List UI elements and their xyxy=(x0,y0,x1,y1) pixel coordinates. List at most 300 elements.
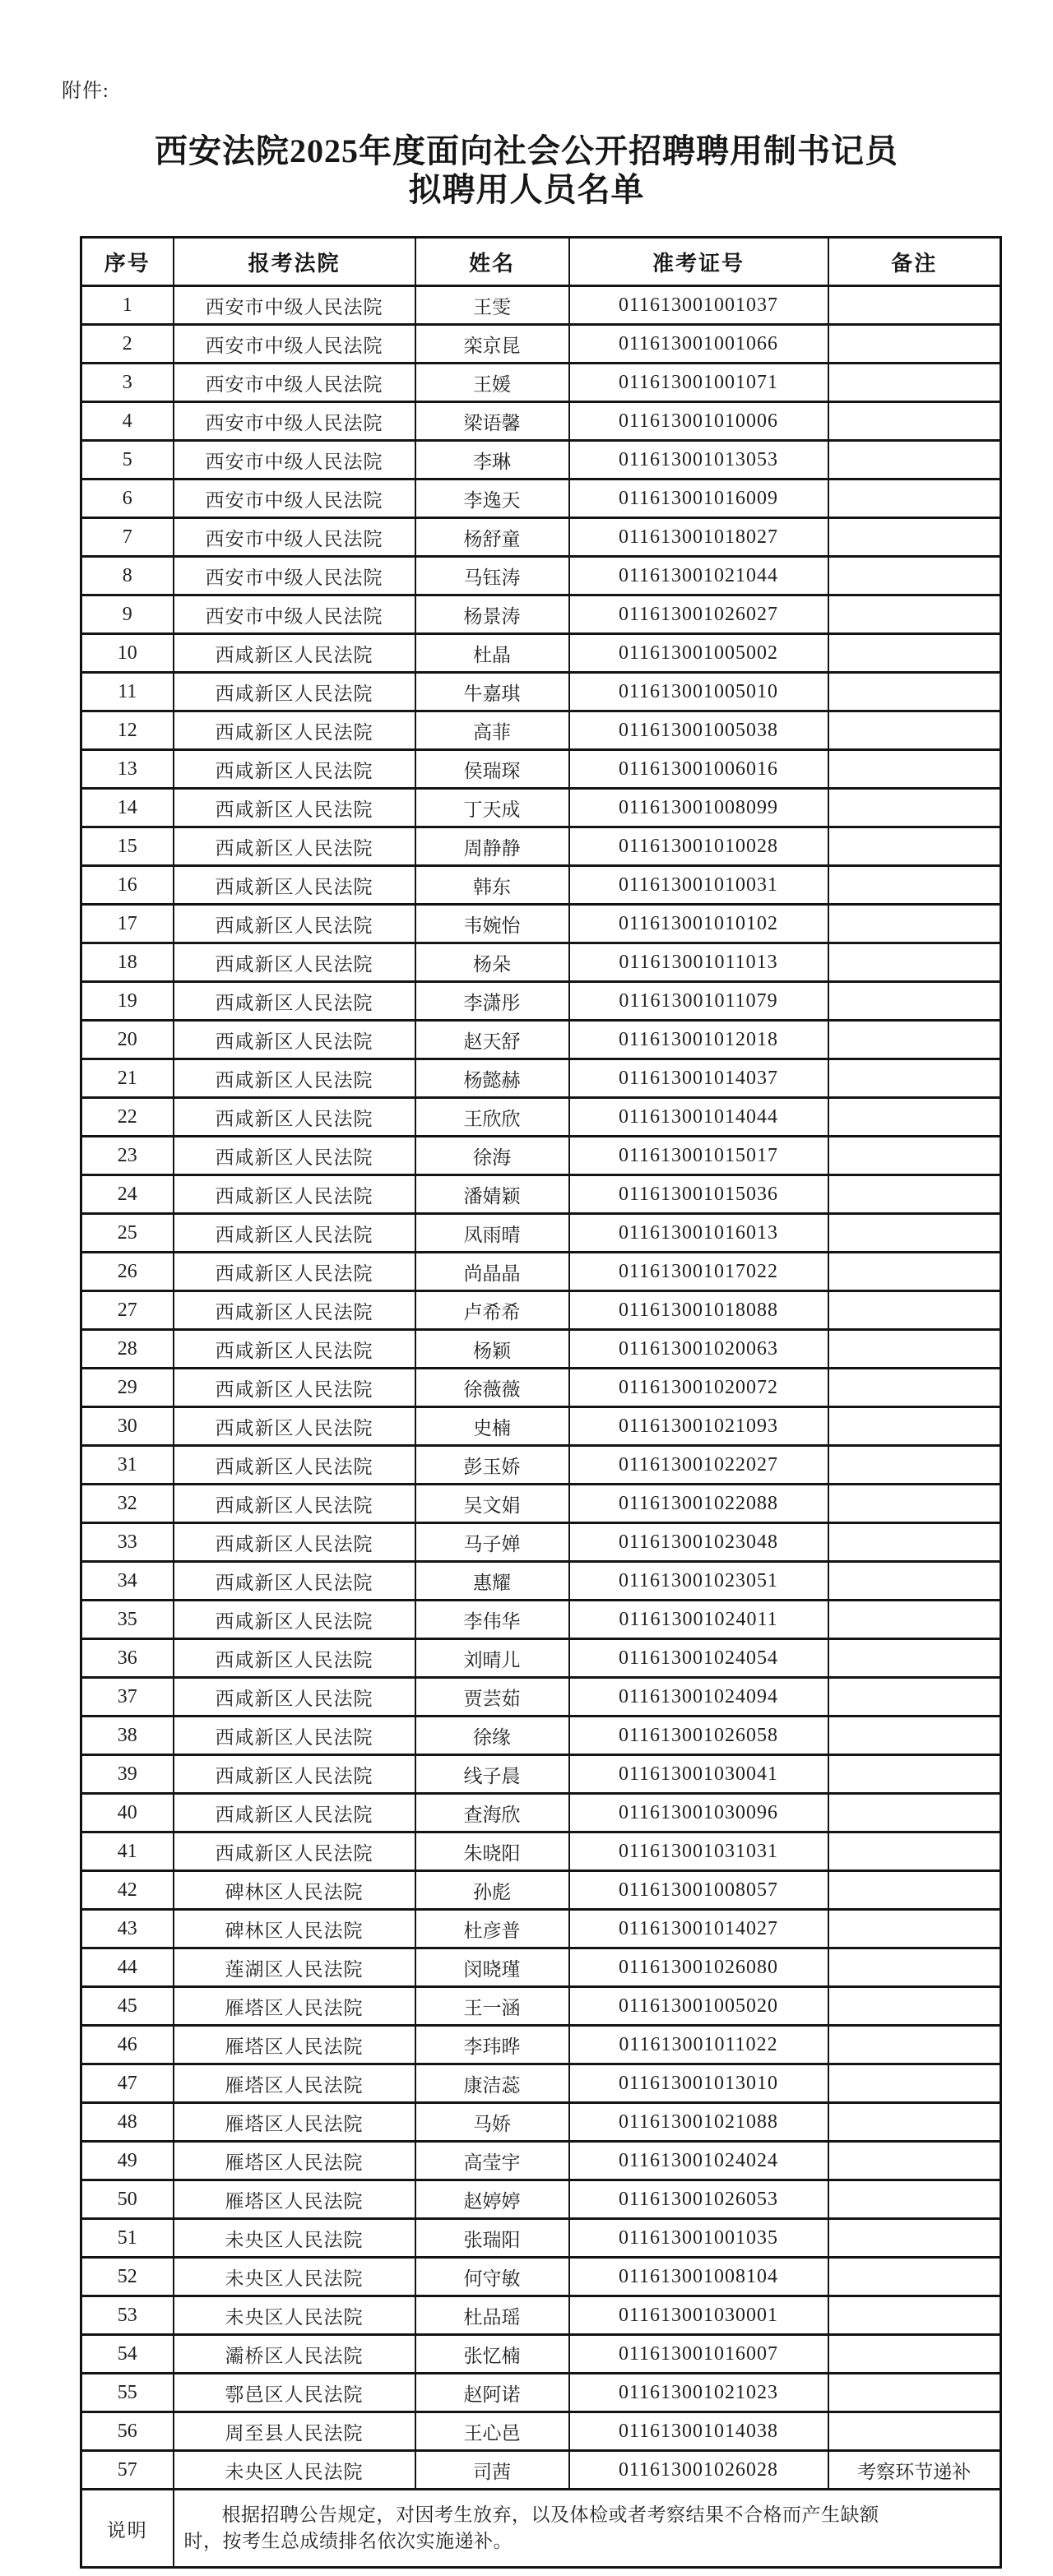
cell-court: 西安市中级人民法院 xyxy=(174,286,415,325)
cell-remark xyxy=(828,402,1001,441)
cell-court: 西咸新区人民法院 xyxy=(174,1446,415,1485)
table-row xyxy=(81,1794,1001,1832)
table-row xyxy=(81,1446,1001,1485)
cell-remark xyxy=(828,325,1001,364)
cell-remark xyxy=(828,1910,1001,1948)
cell-court: 西咸新区人民法院 xyxy=(174,1214,415,1253)
cell-remark xyxy=(828,1871,1001,1910)
table-row xyxy=(81,1214,1001,1253)
cell-remark xyxy=(828,595,1001,634)
cell-court: 西安市中级人民法院 xyxy=(174,364,415,402)
cell-index: 1 xyxy=(81,286,174,325)
cell-name: 杜彦普 xyxy=(415,1910,569,1948)
cell-index: 8 xyxy=(81,557,174,595)
cell-name: 康洁蕊 xyxy=(415,2064,569,2103)
table-row xyxy=(81,1253,1001,1291)
cell-remark xyxy=(828,1523,1001,1562)
table-row xyxy=(81,1678,1001,1717)
cell-ticket: 011613001010102 xyxy=(569,905,828,943)
cell-court: 未央区人民法院 xyxy=(174,2296,415,2335)
cell-index: 38 xyxy=(81,1717,174,1755)
cell-court: 西咸新区人民法院 xyxy=(174,1369,415,1407)
table-row xyxy=(81,2064,1001,2103)
cell-name: 马娇 xyxy=(415,2103,569,2142)
cell-remark xyxy=(828,2026,1001,2064)
cell-name: 卢希希 xyxy=(415,1291,569,1330)
table-row xyxy=(81,364,1001,402)
cell-name: 李琳 xyxy=(415,441,569,480)
note-text: 根据招聘公告规定，对因考生放弃，以及体检或者考察结果不合格而产生缺额时，按考生总成绩排名依次实施递补。 xyxy=(183,2504,879,2551)
table-row xyxy=(81,1832,1001,1871)
cell-name: 王心邑 xyxy=(415,2412,569,2451)
cell-remark xyxy=(828,518,1001,557)
cell-index: 24 xyxy=(81,1175,174,1214)
cell-ticket: 011613001010028 xyxy=(569,827,828,866)
cell-ticket: 011613001010006 xyxy=(569,402,828,441)
cell-court: 西咸新区人民法院 xyxy=(174,1291,415,1330)
cell-remark xyxy=(828,286,1001,325)
cell-ticket: 011613001010031 xyxy=(569,866,828,905)
table-row xyxy=(81,2296,1001,2335)
table-body xyxy=(81,286,1001,2490)
cell-name: 彭玉娇 xyxy=(415,1446,569,1485)
cell-court: 西咸新区人民法院 xyxy=(174,943,415,982)
cell-index: 28 xyxy=(81,1330,174,1369)
cell-name: 王雯 xyxy=(415,286,569,325)
cell-court: 西咸新区人民法院 xyxy=(174,866,415,905)
cell-index: 35 xyxy=(81,1601,174,1639)
cell-index: 9 xyxy=(81,595,174,634)
table-row xyxy=(81,2374,1001,2412)
cell-index: 37 xyxy=(81,1678,174,1717)
cell-court: 西咸新区人民法院 xyxy=(174,827,415,866)
table-row xyxy=(81,2219,1001,2258)
cell-ticket: 011613001024011 xyxy=(569,1601,828,1639)
cell-index: 44 xyxy=(81,1948,174,1987)
cell-name: 杨颖 xyxy=(415,1330,569,1369)
cell-index: 17 xyxy=(81,905,174,943)
document-title-line1: 西安法院2025年度面向社会公开招聘聘用制书记员 xyxy=(155,132,898,169)
cell-court: 未央区人民法院 xyxy=(174,2219,415,2258)
cell-ticket: 011613001021023 xyxy=(569,2374,828,2412)
table-row xyxy=(81,2103,1001,2142)
table-row xyxy=(81,1562,1001,1601)
table-row xyxy=(81,1407,1001,1446)
cell-remark xyxy=(828,1562,1001,1601)
cell-name: 尚晶晶 xyxy=(415,1253,569,1291)
cell-index: 55 xyxy=(81,2374,174,2412)
cell-remark xyxy=(828,1987,1001,2026)
cell-court: 西咸新区人民法院 xyxy=(174,1330,415,1369)
cell-ticket: 011613001026028 xyxy=(569,2451,828,2490)
cell-index: 12 xyxy=(81,711,174,750)
cell-name: 张忆楠 xyxy=(415,2335,569,2374)
cell-remark xyxy=(828,1059,1001,1098)
cell-court: 西安市中级人民法院 xyxy=(174,518,415,557)
cell-name: 杨懿赫 xyxy=(415,1059,569,1098)
cell-index: 56 xyxy=(81,2412,174,2451)
cell-name: 周静静 xyxy=(415,827,569,866)
cell-name: 贾芸茹 xyxy=(415,1678,569,1717)
cell-ticket: 011613001018027 xyxy=(569,518,828,557)
cell-remark xyxy=(828,2258,1001,2296)
cell-remark xyxy=(828,1717,1001,1755)
cell-name: 吴文娟 xyxy=(415,1485,569,1523)
cell-index: 51 xyxy=(81,2219,174,2258)
header-court: 报考法院 xyxy=(174,238,415,286)
cell-court: 西安市中级人民法院 xyxy=(174,480,415,518)
table-row xyxy=(81,325,1001,364)
cell-name: 李潇彤 xyxy=(415,982,569,1021)
cell-court: 西安市中级人民法院 xyxy=(174,402,415,441)
cell-name: 线子晨 xyxy=(415,1755,569,1794)
cell-ticket: 011613001011079 xyxy=(569,982,828,1021)
cell-remark xyxy=(828,2296,1001,2335)
cell-name: 王欣欣 xyxy=(415,1098,569,1137)
cell-name: 孙彪 xyxy=(415,1871,569,1910)
cell-ticket: 011613001022088 xyxy=(569,1485,828,1523)
table-row xyxy=(81,866,1001,905)
cell-ticket: 011613001026080 xyxy=(569,1948,828,1987)
cell-remark xyxy=(828,1601,1001,1639)
note-label: 说明 xyxy=(81,2490,174,2568)
cell-ticket: 011613001015017 xyxy=(569,1137,828,1175)
cell-name: 李逸天 xyxy=(415,480,569,518)
note-text-cell xyxy=(174,2490,1001,2568)
cell-name: 赵婷婷 xyxy=(415,2180,569,2219)
document-title-line2: 拟聘用人员名单 xyxy=(408,171,645,208)
cell-name: 杨舒童 xyxy=(415,518,569,557)
cell-index: 16 xyxy=(81,866,174,905)
cell-court: 西咸新区人民法院 xyxy=(174,1562,415,1601)
cell-index: 49 xyxy=(81,2142,174,2180)
cell-ticket: 011613001016013 xyxy=(569,1214,828,1253)
cell-ticket: 011613001001071 xyxy=(569,364,828,402)
cell-remark xyxy=(828,1639,1001,1678)
cell-remark xyxy=(828,1755,1001,1794)
cell-remark xyxy=(828,2412,1001,2451)
cell-court: 未央区人民法院 xyxy=(174,2258,415,2296)
cell-remark xyxy=(828,557,1001,595)
cell-court: 西咸新区人民法院 xyxy=(174,1678,415,1717)
cell-ticket: 011613001021044 xyxy=(569,557,828,595)
table-row xyxy=(81,1871,1001,1910)
cell-court: 西安市中级人民法院 xyxy=(174,441,415,480)
cell-court: 西咸新区人民法院 xyxy=(174,1794,415,1832)
cell-name: 史楠 xyxy=(415,1407,569,1446)
cell-remark xyxy=(828,866,1001,905)
cell-index: 27 xyxy=(81,1291,174,1330)
cell-court: 西咸新区人民法院 xyxy=(174,1523,415,1562)
table-row xyxy=(81,1175,1001,1214)
cell-index: 25 xyxy=(81,1214,174,1253)
cell-remark xyxy=(828,905,1001,943)
cell-ticket: 011613001001035 xyxy=(569,2219,828,2258)
table-row xyxy=(81,634,1001,673)
document-title xyxy=(0,132,1053,209)
cell-court: 西咸新区人民法院 xyxy=(174,1175,415,1214)
cell-ticket: 011613001026027 xyxy=(569,595,828,634)
cell-court: 西咸新区人民法院 xyxy=(174,789,415,827)
cell-court: 西咸新区人民法院 xyxy=(174,1485,415,1523)
table-row xyxy=(81,750,1001,789)
cell-name: 徐薇薇 xyxy=(415,1369,569,1407)
cell-remark xyxy=(828,982,1001,1021)
cell-ticket: 011613001005002 xyxy=(569,634,828,673)
cell-court: 莲湖区人民法院 xyxy=(174,1948,415,1987)
cell-index: 15 xyxy=(81,827,174,866)
cell-name: 惠耀 xyxy=(415,1562,569,1601)
cell-ticket: 011613001013010 xyxy=(569,2064,828,2103)
cell-remark xyxy=(828,1098,1001,1137)
cell-name: 韦婉怡 xyxy=(415,905,569,943)
cell-name: 赵阿诺 xyxy=(415,2374,569,2412)
cell-name: 徐海 xyxy=(415,1137,569,1175)
table-row xyxy=(81,1485,1001,1523)
cell-remark xyxy=(828,750,1001,789)
table-row xyxy=(81,1098,1001,1137)
table-row xyxy=(81,441,1001,480)
cell-name: 李玮晔 xyxy=(415,2026,569,2064)
header-ticket: 准考证号 xyxy=(569,238,828,286)
cell-remark xyxy=(828,711,1001,750)
table-header-row xyxy=(81,238,1001,286)
cell-name: 李伟华 xyxy=(415,1601,569,1639)
cell-ticket: 011613001020063 xyxy=(569,1330,828,1369)
table-row xyxy=(81,789,1001,827)
header-index: 序号 xyxy=(81,238,174,286)
cell-name: 高菲 xyxy=(415,711,569,750)
cell-index: 53 xyxy=(81,2296,174,2335)
cell-index: 54 xyxy=(81,2335,174,2374)
cell-index: 33 xyxy=(81,1523,174,1562)
cell-name: 韩东 xyxy=(415,866,569,905)
table-row xyxy=(81,1330,1001,1369)
cell-index: 14 xyxy=(81,789,174,827)
cell-index: 6 xyxy=(81,480,174,518)
cell-court: 西安市中级人民法院 xyxy=(174,595,415,634)
cell-ticket: 011613001015036 xyxy=(569,1175,828,1214)
table-row xyxy=(81,1910,1001,1948)
cell-court: 碑林区人民法院 xyxy=(174,1910,415,1948)
cell-ticket: 011613001001066 xyxy=(569,325,828,364)
table-row xyxy=(81,1291,1001,1330)
header-remark: 备注 xyxy=(828,238,1001,286)
cell-remark xyxy=(828,2219,1001,2258)
table-row xyxy=(81,1021,1001,1059)
cell-remark xyxy=(828,1948,1001,1987)
cell-remark xyxy=(828,480,1001,518)
table-row xyxy=(81,2412,1001,2451)
cell-ticket: 011613001014038 xyxy=(569,2412,828,2451)
table-row xyxy=(81,1639,1001,1678)
cell-court: 雁塔区人民法院 xyxy=(174,2064,415,2103)
cell-court: 西咸新区人民法院 xyxy=(174,1098,415,1137)
cell-court: 西咸新区人民法院 xyxy=(174,1059,415,1098)
cell-court: 雁塔区人民法院 xyxy=(174,2103,415,2142)
cell-ticket: 011613001024054 xyxy=(569,1639,828,1678)
cell-remark xyxy=(828,364,1001,402)
cell-remark xyxy=(828,1446,1001,1485)
cell-ticket: 011613001026058 xyxy=(569,1717,828,1755)
table-row xyxy=(81,480,1001,518)
cell-court: 西咸新区人民法院 xyxy=(174,982,415,1021)
cell-ticket: 011613001001037 xyxy=(569,286,828,325)
cell-index: 10 xyxy=(81,634,174,673)
cell-court: 西咸新区人民法院 xyxy=(174,905,415,943)
note-row xyxy=(81,2490,1001,2568)
cell-court: 西安市中级人民法院 xyxy=(174,557,415,595)
table-row xyxy=(81,1369,1001,1407)
table-row xyxy=(81,1755,1001,1794)
table-row xyxy=(81,905,1001,943)
cell-court: 西咸新区人民法院 xyxy=(174,1832,415,1871)
cell-remark xyxy=(828,634,1001,673)
cell-name: 侯瑞琛 xyxy=(415,750,569,789)
cell-ticket: 011613001017022 xyxy=(569,1253,828,1291)
cell-name: 高莹宇 xyxy=(415,2142,569,2180)
cell-index: 18 xyxy=(81,943,174,982)
cell-index: 13 xyxy=(81,750,174,789)
cell-remark xyxy=(828,2142,1001,2180)
table-row xyxy=(81,557,1001,595)
cell-ticket: 011613001014044 xyxy=(569,1098,828,1137)
cell-ticket: 011613001005038 xyxy=(569,711,828,750)
cell-name: 潘婧颖 xyxy=(415,1175,569,1214)
cell-name: 查海欣 xyxy=(415,1794,569,1832)
cell-name: 杜品瑶 xyxy=(415,2296,569,2335)
cell-index: 36 xyxy=(81,1639,174,1678)
cell-remark xyxy=(828,1021,1001,1059)
table-row xyxy=(81,711,1001,750)
cell-index: 26 xyxy=(81,1253,174,1291)
cell-remark xyxy=(828,2180,1001,2219)
cell-index: 50 xyxy=(81,2180,174,2219)
attachment-label: 附件: xyxy=(62,81,109,102)
table-row xyxy=(81,1059,1001,1098)
cell-court: 西咸新区人民法院 xyxy=(174,1253,415,1291)
cell-court: 周至县人民法院 xyxy=(174,2412,415,2451)
cell-remark xyxy=(828,673,1001,711)
table-row xyxy=(81,1137,1001,1175)
cell-index: 47 xyxy=(81,2064,174,2103)
table-row xyxy=(81,2142,1001,2180)
cell-ticket: 011613001008099 xyxy=(569,789,828,827)
cell-name: 牛嘉琪 xyxy=(415,673,569,711)
cell-index: 21 xyxy=(81,1059,174,1098)
cell-court: 西咸新区人民法院 xyxy=(174,1717,415,1755)
table-row xyxy=(81,2258,1001,2296)
cell-index: 32 xyxy=(81,1485,174,1523)
cell-court: 西咸新区人民法院 xyxy=(174,1137,415,1175)
cell-index: 30 xyxy=(81,1407,174,1446)
cell-name: 王媛 xyxy=(415,364,569,402)
cell-ticket: 011613001016007 xyxy=(569,2335,828,2374)
hired-personnel-table xyxy=(80,236,1002,2569)
cell-court: 西咸新区人民法院 xyxy=(174,1755,415,1794)
cell-name: 徐缘 xyxy=(415,1717,569,1755)
cell-index: 48 xyxy=(81,2103,174,2142)
cell-ticket: 011613001022027 xyxy=(569,1446,828,1485)
cell-remark xyxy=(828,1330,1001,1369)
table-row xyxy=(81,1948,1001,1987)
cell-name: 凤雨晴 xyxy=(415,1214,569,1253)
cell-remark xyxy=(828,789,1001,827)
cell-court: 雁塔区人民法院 xyxy=(174,2142,415,2180)
cell-court: 西咸新区人民法院 xyxy=(174,711,415,750)
cell-ticket: 011613001020072 xyxy=(569,1369,828,1407)
cell-remark xyxy=(828,1407,1001,1446)
cell-court: 西咸新区人民法院 xyxy=(174,1639,415,1678)
cell-ticket: 011613001013053 xyxy=(569,441,828,480)
cell-ticket: 011613001021088 xyxy=(569,2103,828,2142)
cell-index: 7 xyxy=(81,518,174,557)
cell-ticket: 011613001008104 xyxy=(569,2258,828,2296)
cell-court: 西咸新区人民法院 xyxy=(174,750,415,789)
cell-index: 31 xyxy=(81,1446,174,1485)
cell-name: 马子婵 xyxy=(415,1523,569,1562)
table-row xyxy=(81,2451,1001,2490)
cell-index: 23 xyxy=(81,1137,174,1175)
cell-ticket: 011613001024094 xyxy=(569,1678,828,1717)
cell-index: 39 xyxy=(81,1755,174,1794)
cell-court: 灞桥区人民法院 xyxy=(174,2335,415,2374)
cell-court: 西咸新区人民法院 xyxy=(174,1021,415,1059)
cell-index: 20 xyxy=(81,1021,174,1059)
cell-ticket: 011613001030001 xyxy=(569,2296,828,2335)
cell-name: 张瑞阳 xyxy=(415,2219,569,2258)
cell-remark xyxy=(828,1214,1001,1253)
cell-ticket: 011613001005010 xyxy=(569,673,828,711)
cell-index: 5 xyxy=(81,441,174,480)
cell-name: 司茜 xyxy=(415,2451,569,2490)
cell-court: 西安市中级人民法院 xyxy=(174,325,415,364)
cell-name: 杜晶 xyxy=(415,634,569,673)
cell-remark xyxy=(828,2374,1001,2412)
cell-index: 19 xyxy=(81,982,174,1021)
cell-name: 丁天成 xyxy=(415,789,569,827)
cell-index: 45 xyxy=(81,1987,174,2026)
cell-ticket: 011613001014037 xyxy=(569,1059,828,1098)
cell-index: 34 xyxy=(81,1562,174,1601)
cell-court: 西咸新区人民法院 xyxy=(174,673,415,711)
cell-remark xyxy=(828,1369,1001,1407)
cell-index: 2 xyxy=(81,325,174,364)
table-row xyxy=(81,1987,1001,2026)
cell-index: 3 xyxy=(81,364,174,402)
cell-court: 西咸新区人民法院 xyxy=(174,1601,415,1639)
cell-index: 40 xyxy=(81,1794,174,1832)
cell-name: 马钰涛 xyxy=(415,557,569,595)
cell-name: 刘晴儿 xyxy=(415,1639,569,1678)
table-row xyxy=(81,595,1001,634)
cell-ticket: 011613001031031 xyxy=(569,1832,828,1871)
cell-remark xyxy=(828,1678,1001,1717)
cell-remark xyxy=(828,1137,1001,1175)
cell-court: 雁塔区人民法院 xyxy=(174,2026,415,2064)
table-row xyxy=(81,518,1001,557)
cell-court: 雁塔区人民法院 xyxy=(174,1987,415,2026)
cell-remark xyxy=(828,943,1001,982)
cell-name: 栾京昆 xyxy=(415,325,569,364)
cell-ticket: 011613001012018 xyxy=(569,1021,828,1059)
cell-ticket: 011613001030041 xyxy=(569,1755,828,1794)
table-row xyxy=(81,943,1001,982)
table-row xyxy=(81,286,1001,325)
cell-ticket: 011613001011022 xyxy=(569,2026,828,2064)
cell-remark xyxy=(828,441,1001,480)
cell-remark xyxy=(828,1832,1001,1871)
